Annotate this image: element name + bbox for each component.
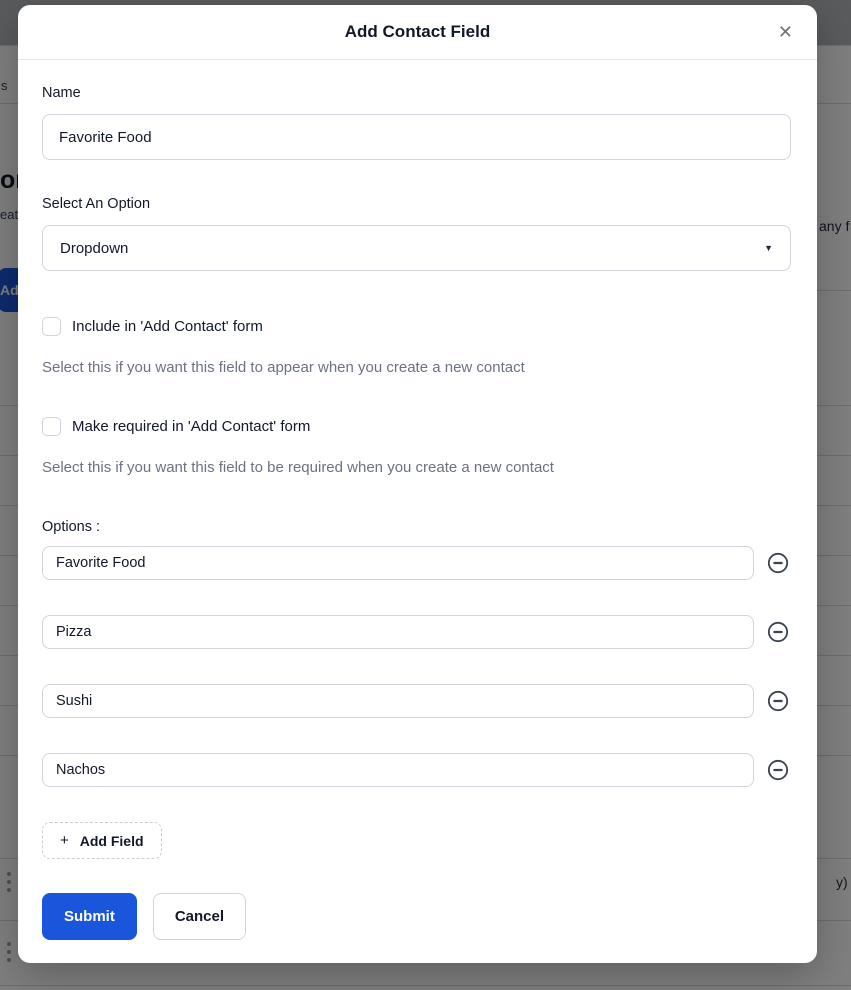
modal-title: Add Contact Field — [344, 22, 491, 41]
option-input[interactable] — [42, 615, 754, 649]
option-row — [42, 753, 791, 787]
modal-body — [18, 60, 817, 940]
name-input[interactable] — [42, 114, 791, 160]
cancel-button[interactable]: Cancel — [153, 893, 246, 940]
modal-header — [18, 5, 817, 60]
make-required-helper: Select this if you want this field to be required when you create a new contact — [42, 459, 554, 476]
chevron-down-icon: ▼ — [764, 243, 773, 253]
plus-icon: + — [60, 832, 69, 849]
include-in-form-checkbox[interactable] — [42, 317, 61, 336]
name-field-section — [42, 85, 791, 160]
remove-option-icon[interactable] — [767, 690, 789, 712]
add-field-button-label: Add Field — [79, 832, 144, 849]
make-required-label: Make required in 'Add Contact' form — [72, 418, 311, 435]
close-icon[interactable]: ✕ — [777, 22, 793, 42]
field-type-label: Select An Option — [42, 196, 151, 212]
include-in-form-helper: Select this if you want this field to appear when you create a new contact — [42, 359, 525, 376]
option-row — [42, 615, 791, 649]
option-row — [42, 684, 791, 718]
options-label: Options : — [42, 519, 101, 535]
add-field-button[interactable] — [42, 822, 162, 859]
make-required-row — [42, 417, 791, 436]
field-type-section — [42, 196, 791, 271]
option-input[interactable] — [42, 753, 754, 787]
field-type-selected-value: Dropdown — [60, 239, 129, 257]
remove-option-icon[interactable] — [767, 759, 789, 781]
field-type-select[interactable] — [42, 225, 791, 271]
remove-option-icon[interactable] — [767, 552, 789, 574]
option-row — [42, 546, 791, 580]
include-in-form-label: Include in 'Add Contact' form — [72, 318, 263, 335]
option-input[interactable] — [42, 546, 754, 580]
remove-option-icon[interactable] — [767, 621, 789, 643]
option-input[interactable] — [42, 684, 754, 718]
submit-button[interactable]: Submit — [42, 893, 137, 940]
include-in-form-row — [42, 317, 791, 336]
name-field-label: Name — [42, 85, 81, 101]
make-required-checkbox[interactable] — [42, 417, 61, 436]
modal-footer — [42, 893, 791, 940]
add-contact-field-modal — [18, 5, 817, 963]
